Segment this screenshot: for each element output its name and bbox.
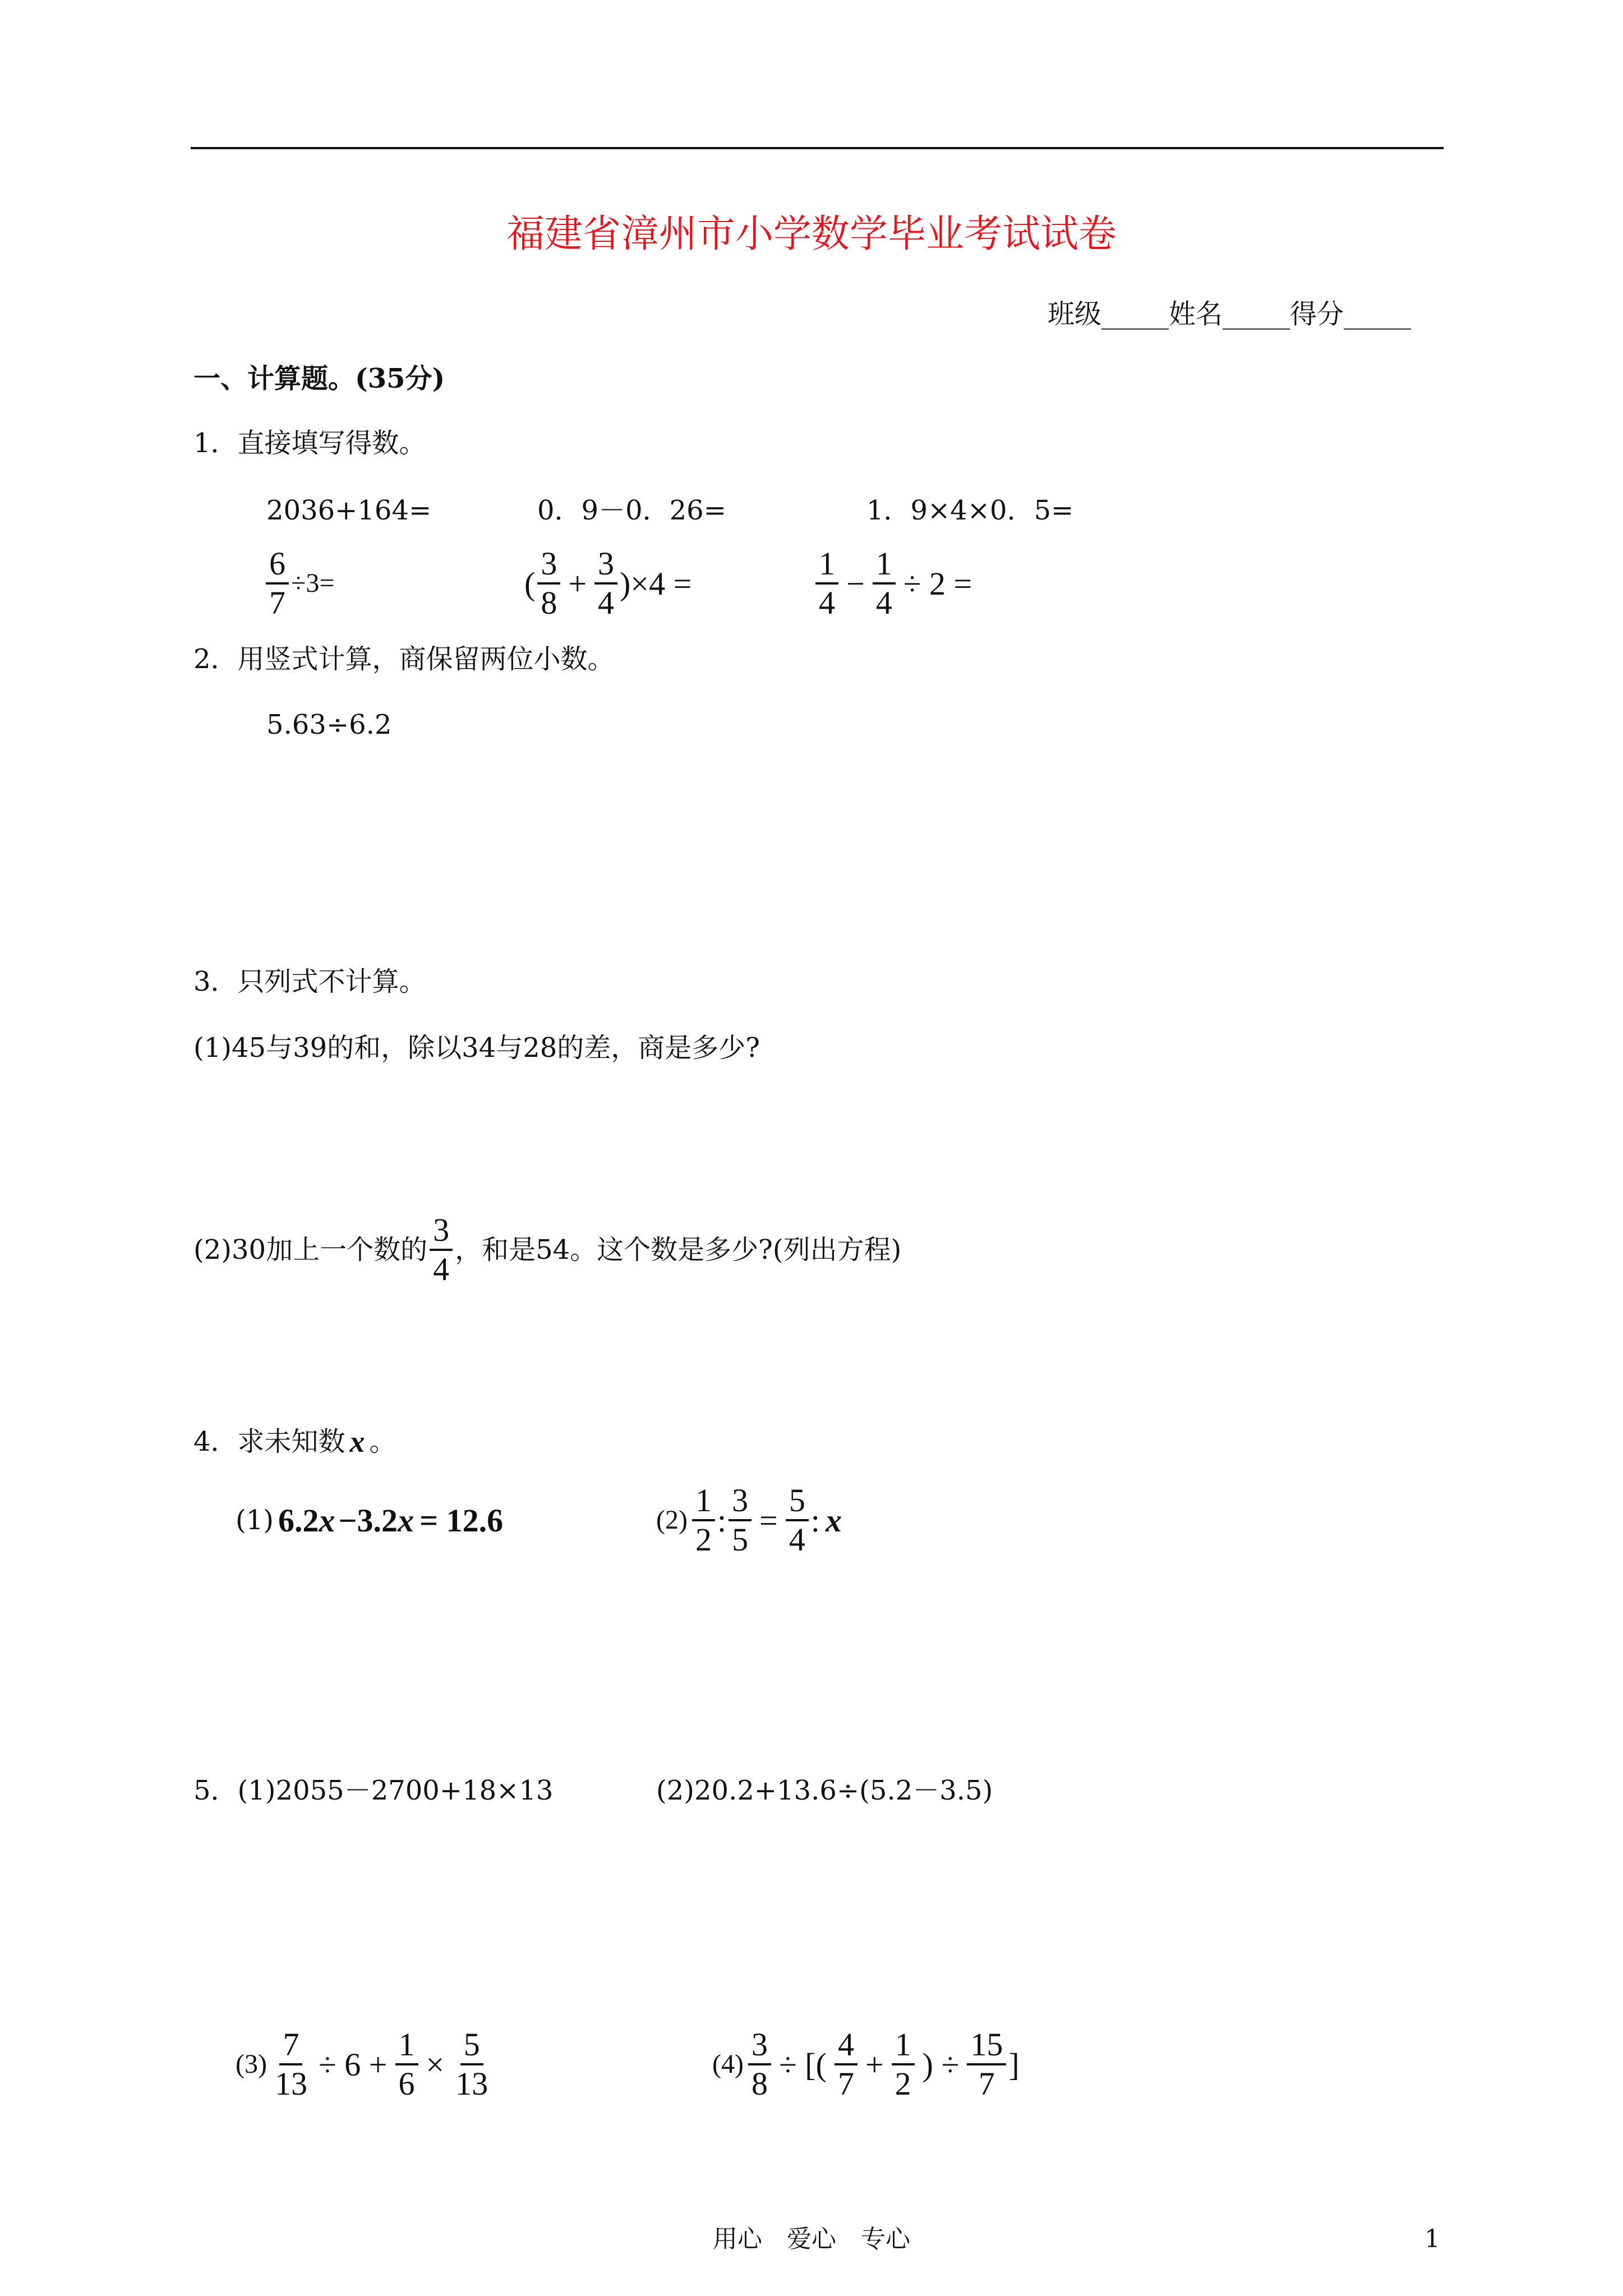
- fraction: $\frac{5}{13}$: [455, 2026, 488, 2102]
- variable-x: x: [398, 1502, 414, 1539]
- fraction: $\frac{1}{6}$: [395, 2026, 418, 2102]
- page-title: 福建省漳州市小学数学毕业考试试卷: [506, 212, 1117, 256]
- q4-p1-b: −3.2: [338, 1502, 398, 1539]
- q4-part2: [656, 1481, 842, 1559]
- q1-e-rest: )×4 =: [620, 565, 692, 602]
- fraction: $\frac{15}{7}$: [967, 2026, 1006, 2102]
- fraction: $\frac{6}{7}$: [266, 545, 289, 622]
- operator: ÷ [(: [778, 2046, 827, 2083]
- q1-f-rest: ÷ 2 =: [903, 565, 972, 602]
- q3-part2: [193, 1211, 901, 1289]
- footer-motto: 用心 爱心 专心: [713, 2225, 910, 2253]
- operator: ÷ 6 +: [318, 2046, 388, 2083]
- fraction: $\frac{1}{2}$: [892, 2026, 915, 2102]
- q5-part2: (2)20.2+13.6÷(5.2－3.5): [656, 1775, 993, 1806]
- plus-sign: +: [568, 565, 587, 602]
- plus-sign: +: [865, 2046, 884, 2083]
- q3-part2-pre: (2)30加上一个数的: [193, 1234, 428, 1266]
- fraction: $\frac{1}{2}$: [692, 1482, 715, 1558]
- q5-p3-index: (3): [236, 2049, 267, 2079]
- q4-p1-index: (1): [236, 1504, 274, 1536]
- ratio-colon: :: [810, 1502, 820, 1539]
- fraction: $\frac{3}{5}$: [728, 1482, 751, 1558]
- fraction: $\frac{4}{7}$: [834, 2026, 857, 2102]
- q4-label-post: 。: [369, 1426, 396, 1457]
- section-heading: 一、计算题。(35分): [193, 363, 445, 394]
- fraction: $\frac{3}{4}$: [594, 545, 617, 622]
- variable-x: x: [825, 1502, 842, 1539]
- q4-p1-c: = 12.6: [419, 1502, 504, 1539]
- q4-p2-index: (2): [656, 1505, 688, 1535]
- fraction: $\frac{1}{4}$: [815, 545, 838, 622]
- q1-expr-f: [813, 544, 978, 623]
- equals-sign: =: [759, 1502, 778, 1539]
- q2-label: 2．用竖式计算，商保留两位小数。: [193, 643, 615, 675]
- q1-expr-a: 2036+164=: [266, 495, 432, 526]
- fraction: $\frac{3}{8}$: [537, 545, 560, 622]
- q1-expr-e: [524, 544, 691, 623]
- fraction: $\frac{7}{13}$: [274, 2026, 307, 2102]
- q4-label-pre: 4．求未知数: [193, 1426, 345, 1457]
- q5-part3: [236, 2025, 494, 2104]
- student-info-line: 班级_____姓名_____得分_____: [1048, 298, 1412, 330]
- fraction: $\frac{3}{4}$: [430, 1212, 453, 1288]
- q3-label: 3．只列式不计算。: [193, 966, 426, 997]
- variable-x: x: [349, 1425, 365, 1458]
- q4-p1-a: 6.2: [278, 1502, 319, 1539]
- q1-expr-c: 1．9×4×0．5=: [866, 495, 1074, 526]
- q2-expr: 5.63÷6.2: [266, 709, 392, 740]
- fraction: $\frac{5}{4}$: [786, 1482, 809, 1558]
- q1-d-rest: ÷3=: [291, 568, 335, 598]
- q5-p4-index: (4): [712, 2049, 744, 2079]
- operator: ) ÷: [922, 2046, 960, 2083]
- q1-label: 1．直接填写得数。: [193, 427, 426, 459]
- fraction: $\frac{1}{4}$: [873, 545, 896, 622]
- variable-x: x: [319, 1502, 335, 1539]
- q3-part2-post: ，和是54。这个数是多少?(列出方程): [455, 1234, 902, 1266]
- q5-part4: [712, 2025, 1020, 2104]
- ratio-colon: :: [717, 1502, 727, 1539]
- q3-part1: (1)45与39的和，除以34与28的差，商是多少?: [193, 1032, 760, 1064]
- close-bracket: ]: [1008, 2046, 1020, 2083]
- header-rule: [191, 147, 1444, 149]
- page-number: 1: [1424, 2225, 1440, 2253]
- q4-label: [193, 1425, 396, 1458]
- times-sign: ×: [426, 2046, 445, 2083]
- q1-expr-b: 0．9－0．26=: [537, 495, 726, 526]
- minus-sign: −: [846, 565, 865, 602]
- q1-expr-d: [264, 544, 334, 623]
- q4-part1: [236, 1492, 503, 1548]
- q5-part1: 5．(1)2055－2700+18×13: [193, 1775, 554, 1806]
- fraction: $\frac{3}{8}$: [748, 2026, 771, 2102]
- open-paren: (: [524, 565, 536, 602]
